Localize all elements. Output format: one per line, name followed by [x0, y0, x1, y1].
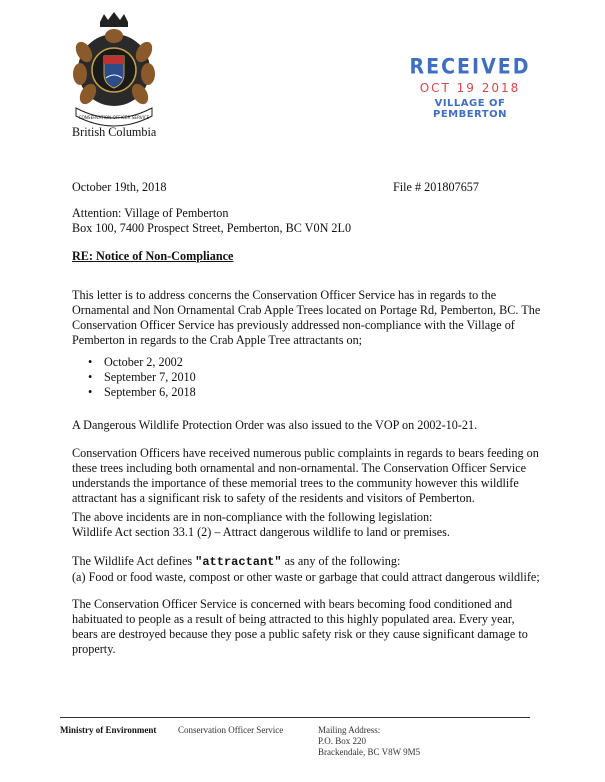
province-label: British Columbia — [72, 125, 157, 139]
footer-divider — [60, 717, 530, 718]
attention-line: Attention: Village of Pemberton — [72, 206, 229, 220]
legislation-section: Wildlife Act section 33.1 (2) – Attract dangerous wildlife to land or premises. — [72, 525, 450, 539]
noncompliance-dates-list — [72, 355, 196, 400]
paragraph-intro: This letter is to address concerns the Conservation Officer Service has in regards to the Ornamental and Non Ornamental Crab Apple Trees located on Portage Rd, Pemberton, BC. The Conservation Officer Service has previously addressed non-compliance with the Village of Pemberton in regards to the Crab Apple Tree attractants on; — [72, 288, 541, 347]
list-item: • September 6, 2018 — [90, 385, 196, 400]
stamp-received: RECEIVED — [409, 54, 531, 80]
definition-term: "attractant" — [195, 555, 282, 569]
mailing-city: Brackendale, BC V8W 9M5 — [318, 747, 421, 757]
mailing-po-box: P.O. Box 220 — [318, 736, 367, 746]
attention-block — [72, 206, 552, 236]
paragraph-definition — [72, 554, 552, 585]
footer-service: Conservation Officer Service — [178, 725, 284, 735]
list-item: • October 2, 2002 — [90, 355, 196, 370]
file-number: File # 201807657 — [393, 180, 479, 194]
crown-icon — [100, 12, 128, 22]
paragraph-complaints: Conservation Officers have received numerous public complaints in regards to bears feeding on these trees including both ornamental and non-ornamental. The Conservation Officer Service understands the importance of these memorial trees to the community however this wildlife attractant has a significant risk to safety of the residents and visitors of Pemberton. — [72, 446, 539, 505]
footer-ministry: Ministry of Environment — [60, 725, 157, 735]
stamp-date: OCT 19 2018 — [419, 81, 521, 95]
paragraph-legislation — [72, 510, 542, 540]
stamp-recipient: VILLAGE OF PEMBERTON — [432, 98, 507, 120]
paragraph-order: A Dangerous Wildlife Protection Order was also issued to the VOP on 2002-10-21. — [72, 418, 478, 432]
address-line: Box 100, 7400 Prospect Street, Pemberton, BC V0N 2L0 — [72, 221, 352, 235]
definition-item: (a) Food or food waste, compost or other waste or garbage that could attract dangerous wildlife; — [72, 570, 540, 584]
definition-pre: The Wildlife Act defines — [72, 554, 196, 568]
received-stamp — [408, 56, 532, 120]
definition-post: as any of the following: — [281, 554, 401, 568]
list-item: • September 7, 2010 — [90, 370, 196, 385]
bc-crest-logo — [70, 12, 158, 130]
letter-date: October 19th, 2018 — [72, 180, 167, 194]
mailing-label: Mailing Address: — [318, 725, 381, 735]
subject-line: RE: Notice of Non-Compliance — [72, 249, 234, 263]
footer-mailing-address — [318, 725, 420, 758]
crest-banner-text: CONSERVATION OFFICER SERVICE — [78, 115, 150, 120]
paragraph-concern: The Conservation Officer Service is concerned with bears becoming food conditioned and habituated to people as a result of being attracted to this highly populated area. Every year, bears are destroyed because they pose a public safety risk or they cause significant damage to property. — [72, 597, 528, 656]
legislation-intro: The above incidents are in non-compliance with the following legislation: — [72, 510, 433, 524]
